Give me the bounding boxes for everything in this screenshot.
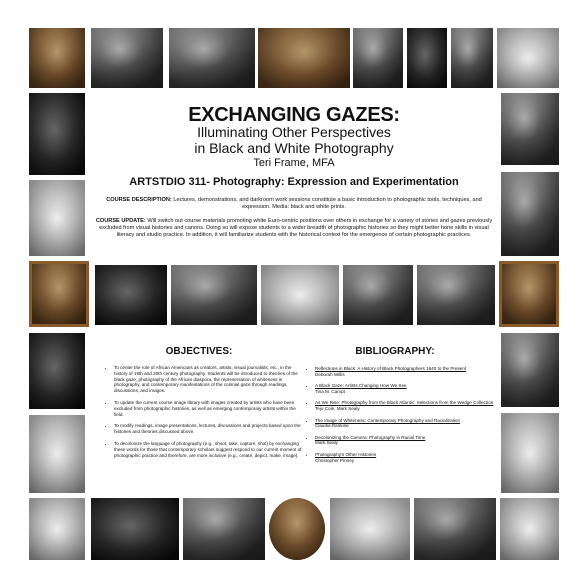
bibliography-item	[315, 452, 495, 463]
photo-hooded-figure	[29, 333, 85, 409]
course-update-label: COURSE UPDATE:	[95, 218, 146, 224]
objectives-heading: OBJECTIVES:	[165, 346, 233, 357]
photo-man-seated	[29, 180, 85, 256]
photo-portrait-child	[29, 28, 85, 88]
photo-daguerreotype-man	[29, 261, 89, 327]
course-description-label: COURSE DESCRIPTION:	[106, 197, 172, 203]
bibliography-author: Mark Sealy	[315, 440, 338, 446]
course-update	[92, 218, 496, 239]
bibliography-item	[315, 418, 495, 429]
bibliography-item	[315, 383, 495, 394]
photo-woman-portrait	[407, 28, 447, 88]
photo-reclining-figure	[183, 498, 265, 560]
photo-figures-room	[91, 498, 179, 560]
course-update-text: Will switch out course materials promoting white Euro-centric positions over others in exchange for a variety of stories and gazes previously excluded from visual histories and canons. Doing so will expose students to a wider breadth of photographic histories so they might better hone skills in visual literacy and studio practice. In addition, it will familiarize students with the historical context for the emergence of certain photographic practices.	[99, 218, 493, 238]
photo-woman-checkered	[501, 172, 559, 256]
photo-woman-outdoors	[501, 333, 559, 407]
photo-couple-portrait	[29, 415, 85, 493]
photo-hands-face	[29, 498, 85, 560]
photo-landscape-house	[497, 28, 559, 88]
photo-group-children	[169, 28, 255, 88]
objective-item: • To update the current course image library with images created by artists who have been excluded from photographic histories, as well as emerging contemporary artists within the field.	[114, 400, 304, 417]
course-name: ARTSTDIO 311- Photography: Expression and Experimentation	[129, 176, 459, 188]
photo-interior-scene	[353, 28, 403, 88]
photo-protest	[343, 265, 413, 325]
photo-seated-woman	[500, 498, 559, 560]
photo-group-portrait	[258, 28, 350, 88]
photo-soldier-portrait	[501, 93, 559, 165]
course-description-text: Lectures, demonstrations, and darkroom work sessions constitute a basic introduction to photographic tools, techniques, and expression. Media: black and white prints.	[173, 197, 482, 210]
bibliography-author: Claudia Rankine	[315, 423, 349, 429]
bibliography-item	[315, 366, 495, 377]
photo-doorway-figure	[451, 28, 493, 88]
photo-marching-crowd	[171, 265, 257, 325]
bibliography-author: Teju Cole, Mark Sealy	[315, 405, 360, 411]
bibliography-title-link[interactable]: • Reflections in Black: A History of Black Photographers 1840 to the Present	[315, 366, 467, 371]
photo-circular-portrait	[269, 498, 325, 560]
bibliography-author: Tina M. Campt	[315, 388, 345, 394]
photo-cyclist	[501, 413, 559, 493]
bibliography-item	[315, 435, 495, 446]
photo-man-glasses	[95, 265, 167, 325]
bibliography-list	[307, 366, 495, 469]
course-description	[92, 197, 496, 211]
author-name: Teri Frame, MFA	[253, 157, 335, 169]
bibliography-author: Deborah Willis	[315, 371, 345, 377]
poster-subtitle	[95, 124, 493, 156]
bibliography-title-link[interactable]: • Decolonizing the Camera: Photography in Racial Time	[315, 434, 426, 440]
photo-man-patterned	[330, 498, 410, 560]
photo-car-street	[414, 498, 496, 560]
photo-boy-portrait	[29, 93, 85, 175]
poster-title: EXCHANGING GAZES:	[188, 104, 400, 126]
objective-item: • To center the role of African Americans as creators, artists, visual journalists, etc., in the history of 19th and 20th century photography. Students will be introduced to theories of the black gaze, photography of the African diaspora, the representation of whiteness in photography, and contemporary manifestations of the colonial gaze through readings, discussions, and images.	[114, 365, 304, 394]
photo-daguerreotype-woman	[499, 261, 559, 327]
subtitle-line-1: Illuminating Other Perspectives	[197, 124, 391, 140]
objectives-list	[104, 365, 304, 464]
subtitle-line-2: in Black and White Photography	[194, 140, 394, 156]
photo-street-scene	[91, 28, 163, 88]
bibliography-title-link[interactable]: • Photography's Other Histories	[315, 451, 377, 457]
bibliography-heading: BIBLIOGRAPHY:	[355, 346, 435, 357]
objective-item: • To decolonize the language of photography (e.g., shoot, take, capture, shot) by exchanging these words for those that contemporary scholars suggest respond to our current moment of photographic practice and therefore, are more inclusive (e.g., create, depict, make, image).	[114, 441, 304, 458]
photo-crowd-walking	[417, 265, 495, 325]
bibliography-author: Christopher Pinney	[315, 457, 355, 463]
bibliography-item	[315, 400, 495, 411]
photo-dancer	[261, 265, 339, 325]
bibliography-title-link[interactable]: • A Black Gaze: Artists Changing How We See	[315, 383, 407, 389]
bibliography-title-link[interactable]: • The Image of Whiteness: Contemporary Photography and Racialization	[315, 417, 461, 423]
objective-item: • To modify readings, image presentations, lectures, discussions and projects based upon the histories and theories discussed above.	[114, 423, 304, 435]
bibliography-title-link[interactable]: • As We Rise: Photography from the Black Atlantic: Selections from the Wedge Collection	[315, 400, 494, 406]
